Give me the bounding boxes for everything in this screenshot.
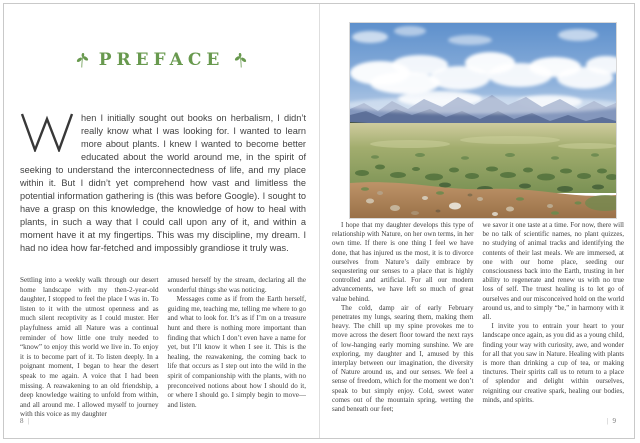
folio-number: 9: [612, 417, 616, 425]
photo-canvas: [350, 23, 616, 218]
paragraph: Messages come as if from the Earth herself, guiding me, teaching me, telling me where to go and what to look for. It’s as if I’m on a treasure hunt and there is nothing more important than finding that which I don’t even have a name for yet, but I’ll know it when I see it. This is the healing, the reawakening, the coming back to life that occurs as I step out into the wild in the spirit of companionship with the plants, with no preconceived notions about how I should do it, or where I should go. I simply begin to move—and listen.: [167, 295, 306, 409]
photo-field: [350, 123, 616, 193]
intro-text: hen I initially sought out books on herbalism, I didn’t really know what I was looking for. I wanted to learn more about plants. I knew I wanted to become better educated about the world around me, in the spirit of seeking to understand the interconnectedness of life, and my place within it. But I didn’t yet comprehend how vast and limitless the potential information gathering is (this was before Google). I sought to have a grasp on this knowledge, the knowledge of how to heal with plants, in such a way that I could call upon any of it, and within a moment have it at my fingertips. This was my discipline, my dream. I had no idea how far-fetched and impossibly grandiose it truly was.: [20, 113, 306, 253]
left-page-columns: [20, 276, 306, 420]
text-column-1: [20, 276, 159, 420]
book-spread: [3, 3, 635, 439]
paragraph: The cold, damp air of early February penetrates my lungs, searing them, making them heavy. The chill up my spine provokes me to move across the desert floor toward the next rays of low-hanging early morning sunshine. We are exploring, my daughter and I, amused by this interplay between our imagination, the diversity of Nature around us, and our senses. We feel a sense of freedom, which for the moment we don’t speak to but simply enjoy. Cold, sweet water comes out of the mountain spring, wetting the sand beneath our feet;: [332, 303, 474, 414]
folio-separator: |: [27, 417, 29, 425]
paragraph: I hope that my daughter develops this type of relationship with Nature, on her own terms, in her own time. If there is one thing I feel we have done, that has injured us the most, it is to divorce ourselves from Nature’s daily embrace by sequestering our senses to a place that is highly controlled and artificial. For all our modern advancements, we have left so much of great value behind.: [332, 221, 474, 303]
preface-heading: [4, 50, 319, 70]
right-page-columns: [332, 221, 624, 414]
leaf-sprig-icon: [234, 53, 247, 68]
text-column-1: [332, 221, 474, 414]
paragraph: Settling into a weekly walk through our desert home landscape with my then-2-year-old daughter, I stopped to feel the place I was in. To listen to it with the utmost openness and as much silent receptivity as I could muster. Her playfulness amid all Nature was a continual reminder of how little one truly needed to “know” to enjoy this world we live in. To enjoy it is to become part of it. To listen deeply. In a poignant moment, I began to hear the desert speak to me again. A voice that I had been missing. A reawakening to an old friendship, a deep knowledge waiting to unfold from within, and all around me. I allowed myself to journey with this voice as my daughter: [20, 276, 159, 419]
page-number-left: [18, 417, 31, 425]
desert-landscape-photo: [349, 22, 617, 219]
right-page: [319, 4, 634, 438]
text-column-2: [483, 221, 625, 414]
page-number-right: [605, 417, 618, 425]
paragraph: amused herself by the stream, declaring all the wonderful things she was noticing.: [167, 276, 306, 294]
left-page: [4, 4, 319, 438]
intro-paragraph: [20, 112, 306, 255]
page-title: PREFACE: [98, 50, 225, 70]
dropcap-w: [20, 113, 74, 152]
paragraph: I invite you to entrain your heart to your landscape once again, as you did as a young child, finding your way with curiosity, awe, and wonder for all that you saw in Nature. Healing with plants is more than drinking a cup of tea, or making tinctures. Their spirits call us to return to a place of splendor and delight within ourselves, reigniting our creative spark, healing our bodies, minds, and spirits.: [482, 322, 624, 404]
folio-number: 8: [20, 417, 24, 425]
folio-separator: |: [607, 417, 609, 425]
leaf-sprig-icon: [76, 53, 89, 68]
text-column-2: [168, 276, 307, 420]
paragraph: we savor it one taste at a time. For now, there will be no talk of scientific names, no plant quizzes, no studying of animal tracks and identifying the contents of their last meals. We are immersed, at one with our home place, seeding our consciousness back into the Earth, trusting in her ability to regenerate and renew us with no true loss of self. The truest healing is to let go of ourselves and our misconceived hold on the world around us, and to simply “be,” in harmony with it all.: [482, 221, 624, 322]
